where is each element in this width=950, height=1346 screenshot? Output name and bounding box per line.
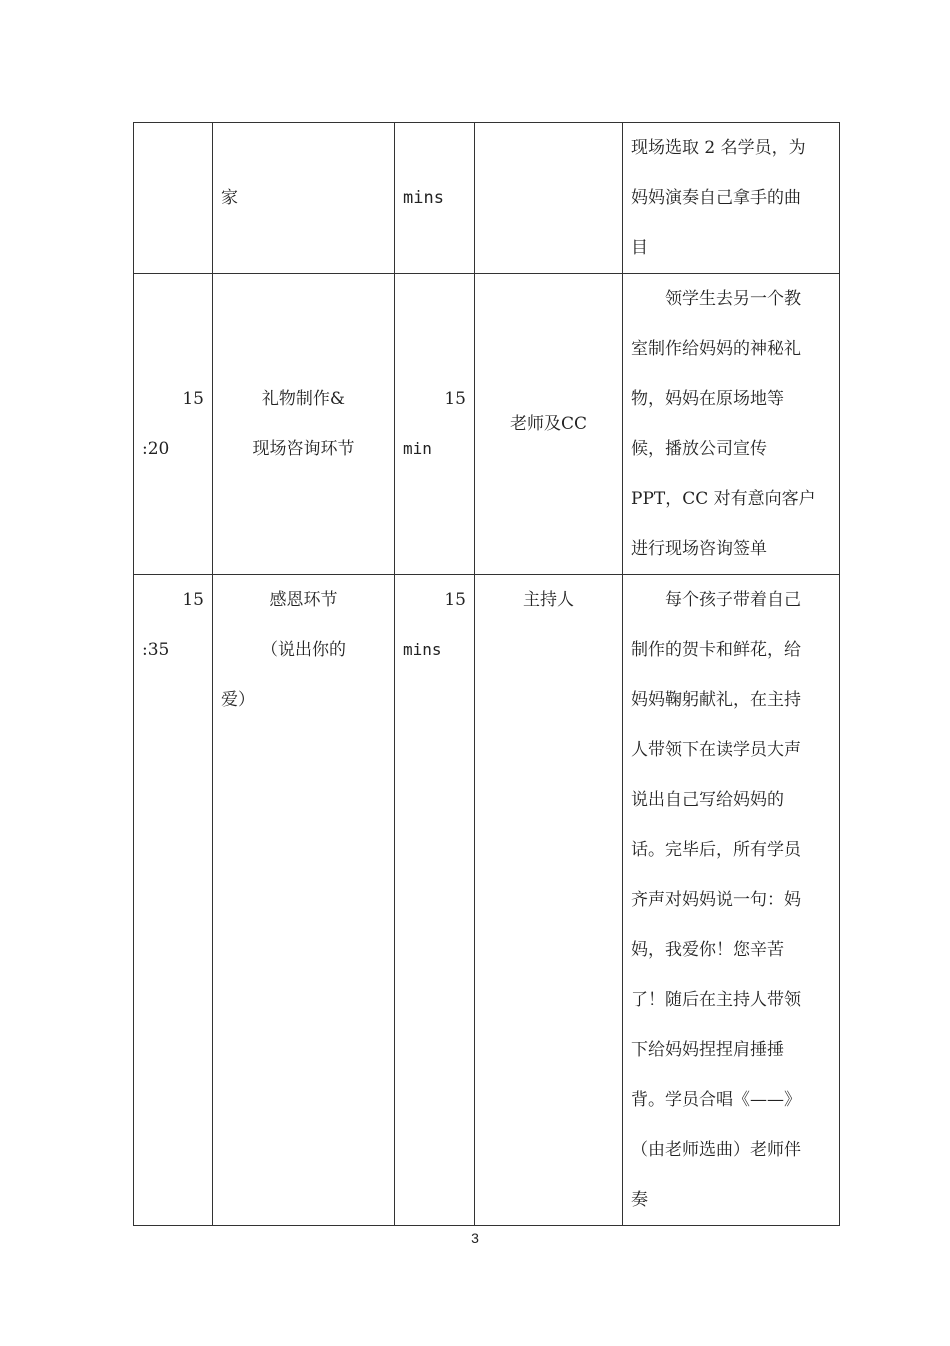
description-line: 每个孩子带着自己 [665, 590, 801, 610]
description-line: 奏 [631, 1190, 648, 1210]
description-line: 候，播放公司宣传 [631, 439, 767, 459]
duration-number: 15 [444, 590, 466, 610]
time-cell [134, 575, 213, 1226]
description-line: PPT，CC 对有意向客户 [631, 489, 816, 509]
description-line: 话。完毕后，所有学员 [631, 840, 801, 860]
activity-cell [213, 575, 395, 1226]
duration-unit: mins [403, 188, 444, 208]
description-line: 妈妈鞠躬献礼，在主持 [631, 690, 801, 710]
duration-unit: min [403, 439, 432, 458]
time-cell [134, 123, 213, 274]
activity-text: 礼物制作& [261, 389, 346, 409]
description-cell [623, 575, 840, 1226]
description-line: 妈妈演奏自己拿手的曲 [631, 188, 801, 208]
time-cell [134, 274, 213, 575]
person-cell [475, 575, 623, 1226]
activity-cell [213, 274, 395, 575]
activity-text: 家 [221, 188, 238, 208]
description-line: （由老师选曲）老师伴 [631, 1140, 801, 1160]
description-cell [623, 274, 840, 575]
table-row [134, 123, 840, 274]
time-hour: 15 [182, 389, 204, 409]
duration-unit: mins [403, 640, 442, 659]
table-row [134, 274, 840, 575]
time-hour: 15 [182, 590, 204, 610]
description-line: 室制作给妈妈的神秘礼 [631, 339, 801, 359]
description-line: 说出自己写给妈妈的 [631, 790, 784, 810]
description-line: 物，妈妈在原场地等 [631, 389, 784, 409]
description-line: 齐声对妈妈说一句：妈 [631, 890, 801, 910]
activity-text: 感恩环节 [269, 590, 338, 610]
description-line: 领学生去另一个教 [665, 289, 801, 309]
description-line: 妈，我爱你！您辛苦 [631, 940, 784, 960]
description-line: 背。学员合唱《——》 [631, 1090, 801, 1110]
description-line: 现场选取 2 名学员，为 [631, 138, 806, 158]
description-line: 下给妈妈捏捏肩捶捶 [631, 1040, 784, 1060]
person-text: 老师及CC [509, 414, 587, 434]
activity-text: （说出你的 [261, 640, 346, 660]
duration-cell [395, 575, 475, 1226]
description-line: 人带领下在读学员大声 [631, 740, 801, 760]
description-line: 目 [631, 238, 648, 258]
schedule-table [133, 122, 840, 1226]
page-number: 3 [471, 1230, 479, 1246]
table-row [134, 575, 840, 1226]
description-cell [623, 123, 840, 274]
duration-number: 15 [444, 389, 466, 409]
description-line: 制作的贺卡和鲜花，给 [631, 640, 801, 660]
time-minute: :35 [142, 640, 170, 660]
activity-text: 现场咨询环节 [252, 439, 355, 459]
person-cell [475, 274, 623, 575]
time-minute: :20 [142, 439, 170, 459]
activity-text: 爱） [221, 690, 255, 710]
person-text: 主持人 [523, 590, 574, 610]
duration-cell [395, 274, 475, 575]
duration-cell [395, 123, 475, 274]
description-line: 进行现场咨询签单 [631, 539, 767, 559]
description-line: 了！随后在主持人带领 [631, 990, 801, 1010]
person-cell [475, 123, 623, 274]
activity-cell [213, 123, 395, 274]
